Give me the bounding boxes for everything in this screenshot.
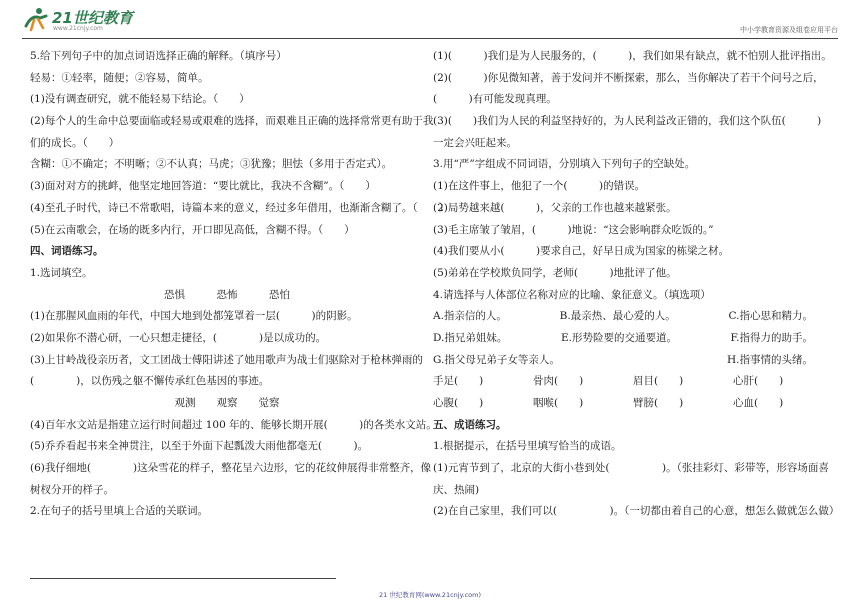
question-line-s4-4-opts1 — [433, 306, 833, 328]
question-line-q5-2b: 们的成长。（ ） — [30, 136, 120, 149]
body-part-item: 心腹( ) — [433, 397, 484, 409]
question-line-s4-1-3a: (3)上甘岭战役亲历者，文工团战士傅阳讲述了她用歌声为战士们驱除对于枪林弹雨的 — [30, 353, 423, 366]
option-item: G.指父母兄弟子女等亲人。 — [433, 353, 560, 366]
question-line-q5-title: 5.给下列句子中的加点词语选择正确的解释。（填序号） — [30, 50, 287, 62]
question-line-s4-3-1: (1)在这件事上，他犯了一个( )的错误。 — [433, 180, 646, 193]
question-line-s4-4-opts3 — [433, 350, 833, 372]
question-line-s4-1-6b: 树杈分开的样子。 — [30, 483, 114, 496]
body-part-item: 心血( ) — [733, 397, 784, 409]
logo-text: 21世纪教育 — [52, 9, 133, 27]
logo-subtext: www.21cnjy.com — [53, 25, 103, 32]
question-line-s5-1-2: (2)在自己家里，我们可以( )。（一切都由着自己的心意，想怎么做就怎么做） — [433, 505, 840, 518]
question-line-q5-5: (5)在云南歌会，在场的既多内行，开口即见高低，含糊不得。（ ） — [30, 223, 355, 236]
body-part-item: 心肝( ) — [733, 375, 784, 388]
body-part-item: 手足( ) — [433, 375, 484, 388]
question-line-s4-3-5: (5)弟弟在学校欺负同学，老师( )地批评了他。 — [433, 266, 677, 279]
runner-logo-icon — [22, 6, 50, 34]
question-line-s4-1-2: (2)如果你不潜心研，一心只想走捷径，( )是以成功的。 — [30, 331, 327, 344]
question-line-s4-4-opts2 — [433, 328, 833, 350]
question-line-s4-1-6a: (6)我仔细地( )这朵雪花的样子，整花呈六边形，它的花纹伸展得非常整齐，像 — [30, 462, 432, 475]
body-part-item: 眉目( ) — [633, 375, 684, 388]
question-line-q5-4: (4)至孔子时代，诗已不常歌唱，诗篇本来的意义，经过多年借用，也渐渐含糊了。（ ） — [30, 201, 450, 214]
question-line-s4-2-2a: (2)( )你见微知著，善于发问并不断探索，那么，当你解决了若干个问号之后， — [433, 71, 824, 84]
option-item: E.形势险要的交通要道。 — [560, 331, 677, 344]
question-line-s4-2-1: (1)( )我们是为人民服务的，( )，我们如果有缺点，就不怕别人批评指出。 — [433, 50, 832, 62]
question-line-s5-1-1b: 庆、热闹) — [433, 483, 480, 496]
question-line-s4-2-2b: ( )有可能发现真理。 — [433, 93, 557, 106]
platform-name: 中小学教育资源及组卷应用平台 — [740, 26, 838, 34]
question-line-q5-defs-2: 含糊：①不确定；不明晰；②不认真；马虎；③犹豫；胆怯（多用于否定式）。 — [30, 158, 393, 171]
option-item: D.指兄弟姐妹。 — [433, 331, 508, 344]
question-line-s4-1-words2: 观测 观察 觉察 — [174, 397, 280, 409]
question-line-s5-1-1a: (1)元宵节到了，北京的大街小巷到处( )。（张挂彩灯、彩带等，形容场面喜 — [433, 462, 829, 475]
question-line-s4-1: 1.选词填空。 — [30, 266, 93, 279]
option-item: A.指亲信的人。 — [433, 310, 507, 323]
right-column — [433, 46, 840, 523]
question-line-s4-3-4: (4)我们要从小( )要求自己，好早日成为国家的栋梁之材。 — [433, 245, 730, 258]
question-line-s4-4-grid1 — [433, 371, 833, 393]
body-part-item: 咽喉( ) — [533, 397, 584, 409]
question-line-s4-2: 2.在句子的括号里填上合适的关联词。 — [30, 505, 209, 518]
question-line-q5-1: (1)没有调查研究，就不能轻易下结论。（ ） — [30, 93, 250, 106]
footer-divider — [30, 578, 336, 579]
section-heading-sec4: 四、词语练习。 — [30, 245, 104, 258]
question-line-s4-2-3b: 一定会兴旺起来。 — [433, 136, 517, 149]
page-header — [0, 0, 860, 40]
question-line-s4-1-1: (1)在那腥风血雨的年代，中国大地到处都笼罩着一层( )的阴影。 — [30, 310, 358, 323]
question-line-s4-1-4: (4)百年水文站是指建立运行时间超过 100 年的、能够长期开展( )的各类水文站。 — [30, 418, 437, 431]
question-line-q5-2a: (2)每个人的生命中总要面临或轻易或艰难的选择，而艰难且正确的选择常常更有助于我 — [30, 115, 434, 128]
body-part-item: 臂膀( ) — [633, 397, 684, 409]
site-logo — [22, 6, 152, 36]
question-line-s4-1-3b: ( )，以伤残之躯不懈传承红色基因的事迹。 — [30, 375, 270, 388]
option-item: H.指事情的头绪。 — [727, 353, 813, 366]
left-column — [30, 46, 450, 523]
header-divider — [22, 38, 838, 39]
body-part-item: 骨肉( ) — [533, 375, 584, 388]
question-line-s4-4: 4.请选择与人体部位名称对应的比喻、象征意义。（填选项） — [433, 288, 711, 301]
option-item: B.最亲热、最心爱的人。 — [559, 310, 676, 323]
page-footer: 21 世纪教育网(www.21cnjy.com) — [379, 591, 481, 599]
question-line-s4-1-5: (5)乔乔看起书来全神贯注，以至于外面下起瓢泼大雨他都毫无( )。 — [30, 440, 369, 453]
question-line-s4-3: 3.用“严”字组成不同词语，分别填入下列句子的空缺处。 — [433, 158, 696, 171]
question-line-s4-4-grid2 — [433, 393, 833, 415]
question-line-q5-defs-1: 轻易：①轻率，随便；②容易，简单。 — [30, 71, 209, 84]
question-line-s4-3-2: (2)局势越来越( )，父亲的工作也越来越紧张。 — [433, 201, 677, 214]
question-line-s5-1: 1.根据提示，在括号里填写恰当的成语。 — [433, 440, 622, 453]
question-line-s4-3-3: (3)毛主席皱了皱眉，( )地说：“这会影响群众吃饭的。” — [433, 223, 714, 236]
question-line-s4-2-3a: (3)( )我们为人民的利益坚持好的，为人民利益改正错的，我们这个队伍( ) — [433, 115, 822, 128]
section-heading-sec5: 五、成语练习。 — [433, 418, 507, 431]
question-line-q5-3: (3)面对对方的挑衅，他坚定地回答道：“要比就比，我决不含糊”。（ ） — [30, 180, 376, 193]
option-item: C.指心思和精力。 — [728, 310, 813, 323]
question-line-s4-1-words1: 恐惧 恐怖 恐怕 — [164, 288, 290, 301]
option-item: F.指得力的助手。 — [730, 331, 813, 344]
